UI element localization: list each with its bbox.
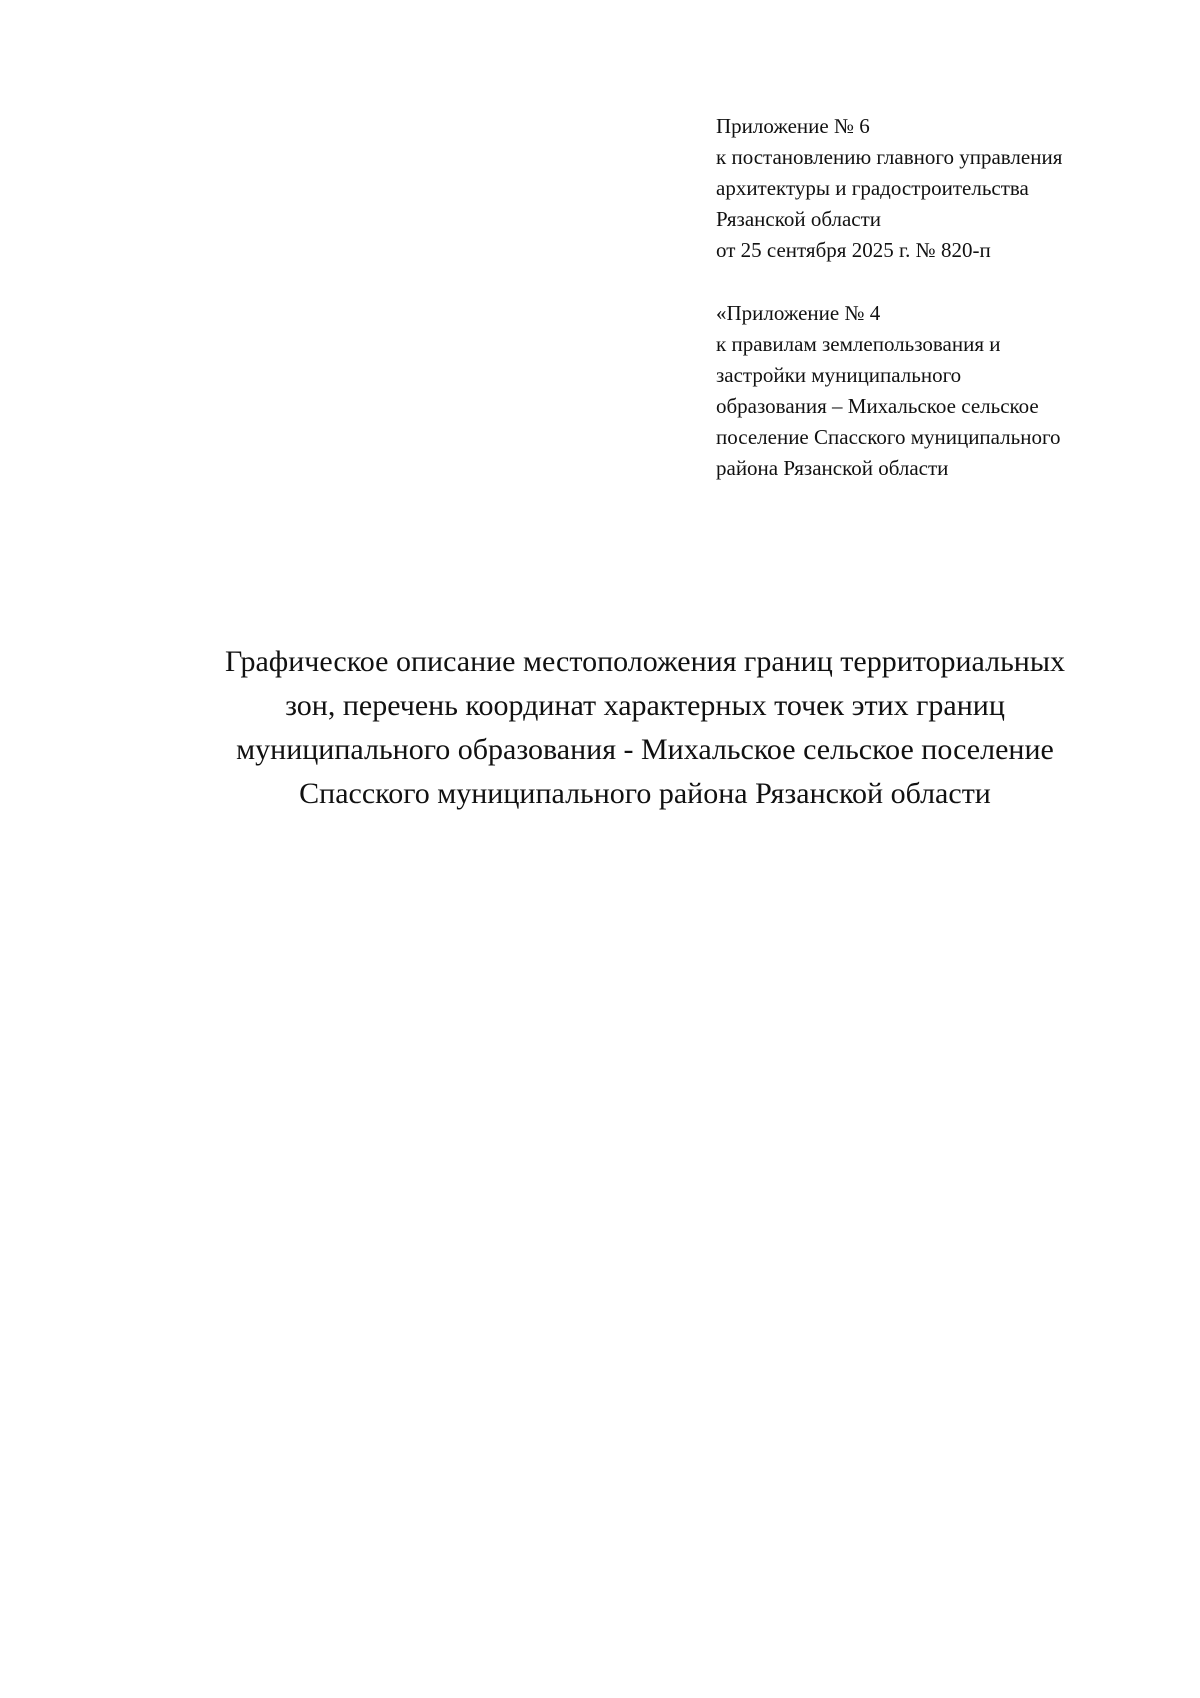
- title-line: Графическое описание местоположения границ территориальных: [225, 645, 1065, 678]
- title-line: зон, перечень координат характерных точек этих границ: [285, 689, 1005, 722]
- annex-6-header: [716, 111, 1136, 266]
- annex-4-line: поселение Спасского муниципального: [716, 425, 1061, 449]
- annex-4-line: «Приложение № 4: [716, 301, 881, 325]
- annex-6-line: к постановлению главного управления: [716, 145, 1063, 169]
- annex-6-line: Приложение № 6: [716, 114, 870, 138]
- annex-6-line: от 25 сентября 2025 г. № 820-п: [716, 238, 991, 262]
- annex-4-line: образования – Михальское сельское: [716, 394, 1039, 418]
- annex-4-header: [716, 298, 1136, 484]
- annex-4-line: застройки муниципального: [716, 363, 962, 387]
- annex-6-line: архитектуры и градостроительства: [716, 176, 1029, 200]
- annex-6-line: Рязанской области: [716, 207, 882, 231]
- annex-4-line: к правилам землепользования и: [716, 332, 1001, 356]
- document-title: [120, 640, 1170, 816]
- annex-4-line: района Рязанской области: [716, 456, 949, 480]
- title-line: Спасского муниципального района Рязанской области: [299, 777, 991, 810]
- title-line: муниципального образования - Михальское сельское поселение: [236, 733, 1054, 766]
